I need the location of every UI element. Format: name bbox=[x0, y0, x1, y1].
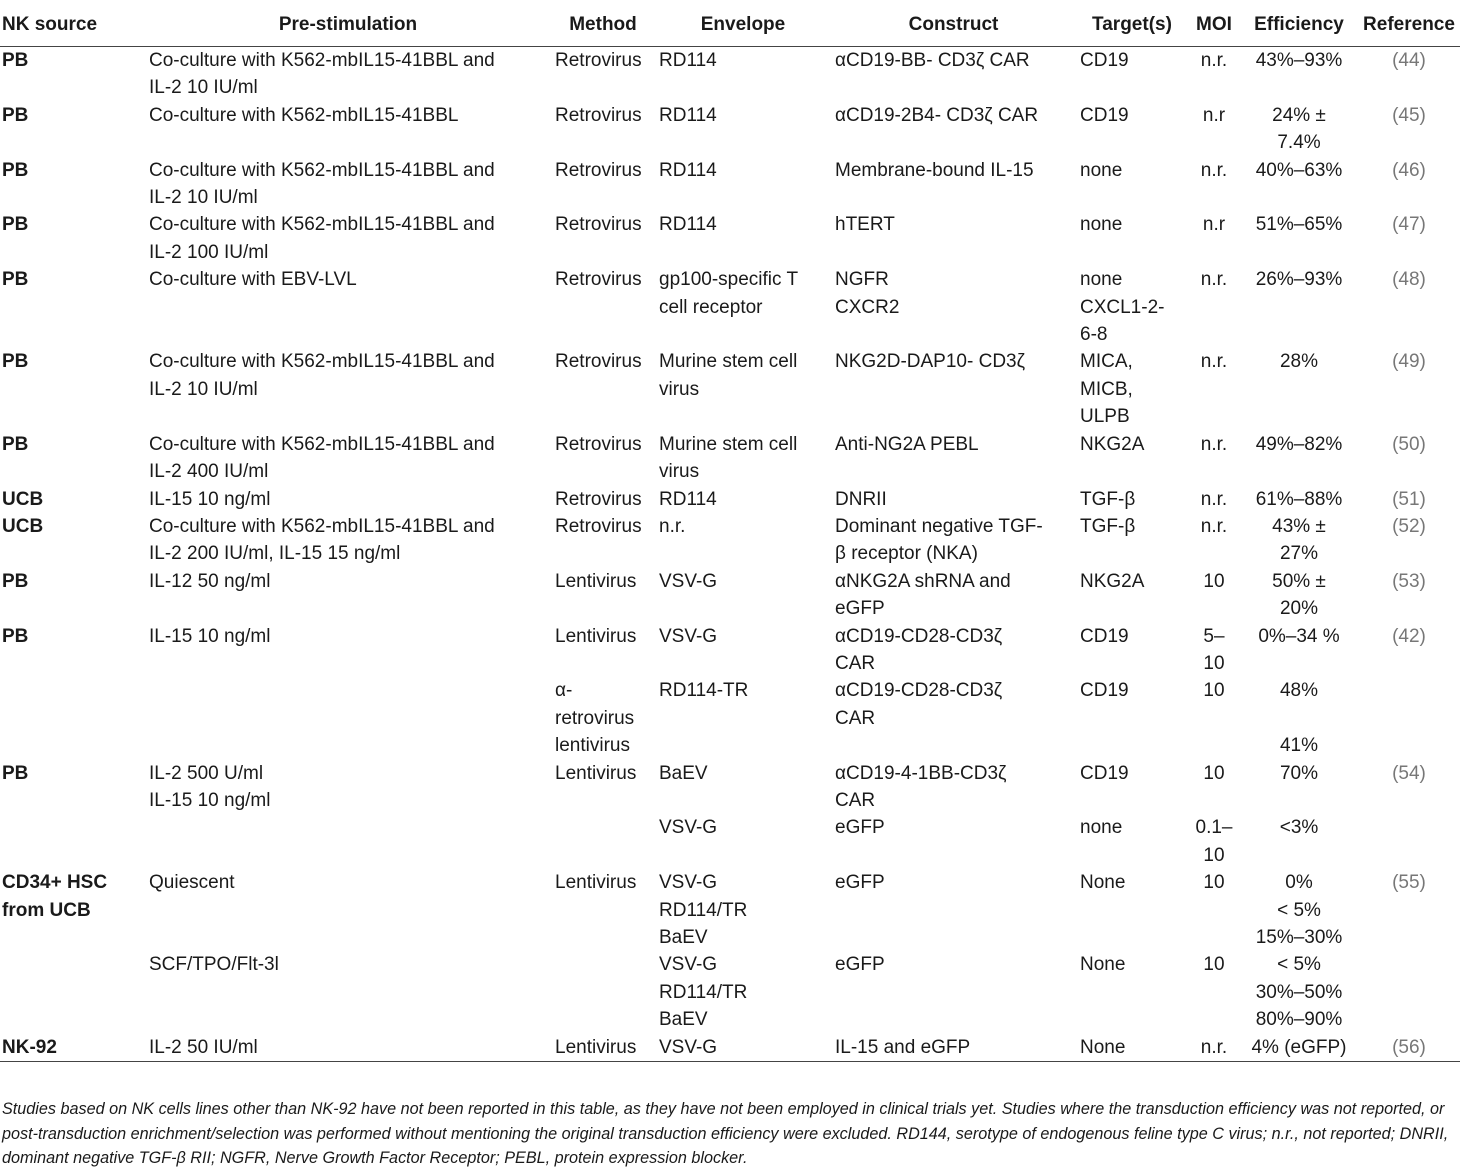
cell-construct: αCD19-BB- CD3ζ CAR bbox=[835, 50, 1030, 71]
cell-construct: eGFP bbox=[835, 872, 885, 894]
cell-targets: TGF-β bbox=[1080, 488, 1136, 510]
cell-envelope: VSV-G bbox=[659, 625, 718, 647]
cell-reference: (54) bbox=[1392, 762, 1426, 784]
cell-moi: n.r. bbox=[1200, 488, 1228, 510]
cell-pre-stimulation: Co-culture with K562-mbIL15-41BBL and IL-2 10 IU/ml bbox=[149, 351, 495, 400]
cell-reference: (44) bbox=[1392, 50, 1426, 71]
cell-method: Lentivirus bbox=[555, 1036, 637, 1058]
cell-moi: n.r bbox=[1202, 104, 1226, 126]
cell-efficiency: 49%–82% bbox=[1255, 433, 1343, 455]
cell-efficiency: < 5% 30%–50% 80%–90% bbox=[1255, 954, 1343, 1031]
cell-reference: (45) bbox=[1392, 104, 1426, 126]
data-table bbox=[0, 10, 1460, 1061]
cell-pre-stimulation: IL-12 50 ng/ml bbox=[149, 570, 271, 592]
table-row bbox=[0, 157, 1460, 212]
cell-pre-stimulation: Quiescent bbox=[149, 872, 235, 894]
cell-method: Lentivirus bbox=[555, 762, 637, 784]
cell-moi: n.r. bbox=[1200, 1036, 1228, 1058]
cell-efficiency: 61%–88% bbox=[1255, 488, 1343, 510]
cell-targets: None bbox=[1080, 954, 1126, 976]
cell-targets: MICA, MICB, ULPB bbox=[1080, 351, 1133, 428]
cell-nk-source: CD34+ HSC from UCB bbox=[2, 872, 108, 921]
cell-reference: (56) bbox=[1392, 1036, 1426, 1058]
cell-nk-source bbox=[0, 814, 145, 869]
table-row bbox=[0, 348, 1460, 430]
cell-envelope: RD114 bbox=[659, 488, 717, 510]
cell-targets: CD19 bbox=[1080, 680, 1129, 702]
col-header-envelope: Envelope bbox=[700, 14, 786, 35]
cell-method bbox=[551, 951, 655, 1033]
cell-envelope: BaEV bbox=[659, 762, 708, 784]
cell-efficiency: 50% ± 20% bbox=[1272, 570, 1326, 620]
cell-pre-stimulation bbox=[145, 814, 551, 869]
cell-moi: n.r. bbox=[1200, 433, 1228, 455]
table-row bbox=[0, 760, 1460, 815]
table-row bbox=[0, 623, 1460, 678]
cell-reference: (55) bbox=[1392, 872, 1426, 894]
table-row bbox=[0, 431, 1460, 486]
cell-reference: (42) bbox=[1392, 625, 1426, 647]
cell-pre-stimulation: IL-2 500 U/ml IL-15 10 ng/ml bbox=[149, 762, 271, 811]
cell-nk-source: NK-92 bbox=[2, 1036, 57, 1058]
cell-nk-source: PB bbox=[2, 214, 29, 236]
cell-targets: none bbox=[1080, 214, 1123, 236]
cell-efficiency: 70% bbox=[1279, 762, 1319, 784]
cell-reference bbox=[1358, 814, 1460, 869]
cell-efficiency: 48% 41% bbox=[1279, 680, 1319, 757]
table-row bbox=[0, 814, 1460, 869]
cell-nk-source: PB bbox=[2, 269, 29, 291]
cell-efficiency: 0%–34 % bbox=[1258, 625, 1340, 647]
cell-targets: none bbox=[1080, 817, 1123, 839]
cell-method: Retrovirus bbox=[555, 515, 642, 537]
cell-reference bbox=[1358, 677, 1460, 759]
cell-pre-stimulation: IL-2 50 IU/ml bbox=[149, 1036, 258, 1058]
cell-nk-source bbox=[0, 951, 145, 1033]
cell-reference: (48) bbox=[1392, 269, 1426, 291]
cell-targets: CD19 bbox=[1080, 50, 1129, 71]
cell-reference: (47) bbox=[1392, 214, 1426, 236]
cell-moi: n.r. bbox=[1200, 50, 1228, 71]
cell-targets: CD19 bbox=[1080, 104, 1129, 126]
cell-efficiency: 24% ± 7.4% bbox=[1272, 104, 1326, 154]
table-row bbox=[0, 951, 1460, 1033]
cell-nk-source: PB bbox=[2, 433, 29, 455]
cell-construct: Membrane-bound IL-15 bbox=[835, 159, 1034, 181]
header-row bbox=[0, 10, 1460, 47]
cell-reference bbox=[1358, 951, 1460, 1033]
cell-efficiency: <3% bbox=[1279, 817, 1319, 839]
cell-nk-source: PB bbox=[2, 762, 29, 784]
cell-efficiency: 40%–63% bbox=[1255, 159, 1343, 181]
cell-construct: eGFP bbox=[835, 954, 885, 976]
table-row bbox=[0, 677, 1460, 759]
cell-efficiency: 43% ± 27% bbox=[1272, 515, 1326, 565]
cell-nk-source: UCB bbox=[2, 488, 44, 510]
cell-pre-stimulation: SCF/TPO/Flt-3l bbox=[149, 954, 279, 976]
cell-efficiency: 51%–65% bbox=[1255, 214, 1343, 236]
cell-method: Retrovirus bbox=[555, 351, 642, 373]
cell-nk-source: PB bbox=[2, 50, 29, 71]
cell-nk-source: UCB bbox=[2, 515, 44, 537]
cell-method: Lentivirus bbox=[555, 872, 637, 894]
cell-method: Retrovirus bbox=[555, 433, 642, 455]
cell-moi: n.r. bbox=[1200, 351, 1228, 373]
cell-construct: αCD19-4-1BB-CD3ζ CAR bbox=[835, 762, 1007, 811]
cell-method: Retrovirus bbox=[555, 104, 642, 126]
cell-envelope: VSV-G RD114/TR BaEV bbox=[659, 872, 748, 948]
table-row bbox=[0, 486, 1460, 513]
cell-nk-source: PB bbox=[2, 159, 29, 181]
cell-targets: NKG2A bbox=[1080, 433, 1145, 455]
cell-pre-stimulation: Co-culture with K562-mbIL15-41BBL and IL-2 10 IU/ml bbox=[149, 50, 495, 99]
cell-pre-stimulation: Co-culture with K562-mbIL15-41BBL bbox=[149, 104, 459, 126]
col-header-pre-stimulation: Pre-stimulation bbox=[278, 14, 418, 35]
col-header-efficiency: Efficiency bbox=[1254, 14, 1344, 35]
cell-method: Lentivirus bbox=[555, 570, 637, 592]
cell-targets: None bbox=[1080, 872, 1126, 894]
col-header-reference: Reference bbox=[1363, 14, 1455, 35]
cell-construct: Dominant negative TGF- β receptor (NKA) bbox=[835, 515, 1043, 565]
cell-method: Retrovirus bbox=[555, 159, 642, 181]
cell-pre-stimulation: Co-culture with K562-mbIL15-41BBL and IL-2 10 IU/ml bbox=[149, 159, 495, 209]
col-header-moi: MOI bbox=[1196, 14, 1232, 35]
cell-method: Retrovirus bbox=[555, 50, 642, 71]
cell-targets: NKG2A bbox=[1080, 570, 1145, 592]
cell-nk-source: PB bbox=[2, 625, 29, 647]
cell-pre-stimulation: Co-culture with K562-mbIL15-41BBL and IL-2 400 IU/ml bbox=[149, 433, 495, 483]
cell-envelope: Murine stem cell virus bbox=[659, 433, 798, 483]
cell-moi: 10 bbox=[1203, 954, 1225, 976]
cell-efficiency: 43%–93% bbox=[1255, 50, 1343, 71]
col-header-method: Method bbox=[569, 14, 637, 35]
cell-pre-stimulation: Co-culture with K562-mbIL15-41BBL and IL-2 200 IU/ml, IL-15 15 ng/ml bbox=[149, 515, 495, 565]
cell-construct: eGFP bbox=[835, 817, 885, 839]
cell-construct: αCD19-CD28-CD3ζ CAR bbox=[835, 625, 1003, 674]
cell-construct: αCD19-2B4- CD3ζ CAR bbox=[835, 104, 1039, 126]
cell-pre-stimulation: IL-15 10 ng/ml bbox=[149, 625, 271, 647]
table-row bbox=[0, 568, 1460, 623]
table-row bbox=[0, 211, 1460, 266]
table-body bbox=[0, 47, 1460, 1062]
cell-construct: IL-15 and eGFP bbox=[835, 1036, 971, 1058]
cell-envelope: RD114 bbox=[659, 50, 717, 71]
table-footnote: Studies based on NK cells lines other than NK-92 have not been reported in this table, as they have not been employed in clinical trials yet. Studies where the transduction efficiency was not reported, or post-transduction enrichment/selection was performed without mentioning the original transduction efficiency were excluded. RD144, serotype of endogenous feline type C virus; n.r., not reported; DNRII, dominant negative TGF-β RII; NGFR, Nerve Growth Factor Receptor; PEBL, protein expression blocker. bbox=[2, 1100, 1449, 1167]
cell-construct: Anti-NG2A PEBL bbox=[835, 433, 979, 455]
cell-targets: TGF-β bbox=[1080, 515, 1136, 537]
cell-moi: n.r. bbox=[1200, 159, 1228, 181]
cell-envelope: RD114 bbox=[659, 104, 717, 126]
table-row bbox=[0, 869, 1460, 951]
cell-construct: NGFR CXCR2 bbox=[835, 269, 900, 318]
cell-method: Retrovirus bbox=[555, 214, 642, 236]
cell-moi: 5– 10 bbox=[1203, 625, 1225, 674]
cell-nk-source: PB bbox=[2, 351, 29, 373]
cell-nk-source: PB bbox=[2, 570, 29, 592]
cell-efficiency: 26%–93% bbox=[1255, 269, 1343, 291]
cell-moi: n.r. bbox=[1200, 269, 1228, 291]
cell-construct: NKG2D-DAP10- CD3ζ bbox=[835, 351, 1025, 373]
nk-transduction-table bbox=[0, 10, 1460, 1062]
table-row bbox=[0, 102, 1460, 157]
table-row bbox=[0, 47, 1460, 102]
cell-efficiency: 0% < 5% 15%–30% bbox=[1255, 872, 1343, 948]
cell-moi: 10 bbox=[1203, 570, 1225, 592]
cell-reference: (51) bbox=[1392, 488, 1426, 510]
cell-targets: None bbox=[1080, 1036, 1126, 1058]
cell-moi: n.r. bbox=[1200, 515, 1228, 537]
cell-construct: αCD19-CD28-CD3ζ CAR bbox=[835, 680, 1003, 729]
cell-pre-stimulation: Co-culture with K562-mbIL15-41BBL and IL-2 100 IU/ml bbox=[149, 214, 495, 263]
cell-construct: hTERT bbox=[835, 214, 895, 236]
cell-envelope: n.r. bbox=[659, 515, 686, 537]
cell-envelope: RD114 bbox=[659, 214, 717, 236]
cell-envelope: gp100-specific T cell receptor bbox=[659, 269, 799, 318]
cell-envelope: VSV-G RD114/TR BaEV bbox=[659, 954, 748, 1031]
cell-reference: (50) bbox=[1392, 433, 1426, 455]
cell-reference: (52) bbox=[1392, 515, 1426, 537]
cell-targets: CD19 bbox=[1080, 625, 1129, 647]
cell-pre-stimulation bbox=[145, 677, 551, 759]
cell-moi: 10 bbox=[1203, 680, 1225, 702]
cell-targets: none bbox=[1080, 159, 1123, 181]
table-bottom-rule bbox=[0, 1061, 1460, 1062]
cell-efficiency: 28% bbox=[1279, 351, 1319, 373]
cell-construct: DNRII bbox=[835, 488, 887, 510]
cell-envelope: RD114 bbox=[659, 159, 717, 181]
cell-envelope: Murine stem cell virus bbox=[659, 351, 798, 400]
cell-method: α- retrovirus lentivirus bbox=[555, 680, 635, 757]
cell-targets: none CXCL1-2- 6-8 bbox=[1080, 269, 1165, 346]
cell-moi: 0.1– 10 bbox=[1195, 817, 1233, 866]
cell-moi: 10 bbox=[1203, 872, 1225, 894]
cell-method: Retrovirus bbox=[555, 488, 642, 510]
cell-envelope: VSV-G bbox=[659, 1036, 718, 1058]
cell-method: Retrovirus bbox=[555, 269, 642, 291]
cell-nk-source: PB bbox=[2, 104, 29, 126]
cell-method: Lentivirus bbox=[555, 625, 637, 647]
cell-moi: 10 bbox=[1203, 762, 1225, 784]
col-header-construct: Construct bbox=[908, 14, 999, 35]
table-row bbox=[0, 266, 1460, 348]
col-header-targets: Target(s) bbox=[1092, 14, 1172, 35]
cell-moi: n.r bbox=[1202, 214, 1226, 236]
cell-reference: (46) bbox=[1392, 159, 1426, 181]
table-row bbox=[0, 1034, 1460, 1061]
cell-efficiency: 4% (eGFP) bbox=[1251, 1036, 1347, 1058]
cell-reference: (49) bbox=[1392, 351, 1426, 373]
cell-envelope: VSV-G bbox=[659, 570, 718, 592]
cell-targets: CD19 bbox=[1080, 762, 1129, 784]
cell-construct: αNKG2A shRNA and eGFP bbox=[835, 570, 1011, 620]
cell-reference: (53) bbox=[1392, 570, 1426, 592]
cell-method bbox=[551, 814, 655, 869]
table-row bbox=[0, 513, 1460, 568]
cell-pre-stimulation: IL-15 10 ng/ml bbox=[149, 488, 271, 510]
cell-nk-source bbox=[0, 677, 145, 759]
cell-pre-stimulation: Co-culture with EBV-LVL bbox=[149, 269, 357, 291]
cell-envelope: VSV-G bbox=[659, 817, 718, 839]
col-header-nk-source: NK source bbox=[2, 14, 98, 35]
cell-envelope: RD114-TR bbox=[659, 680, 749, 702]
